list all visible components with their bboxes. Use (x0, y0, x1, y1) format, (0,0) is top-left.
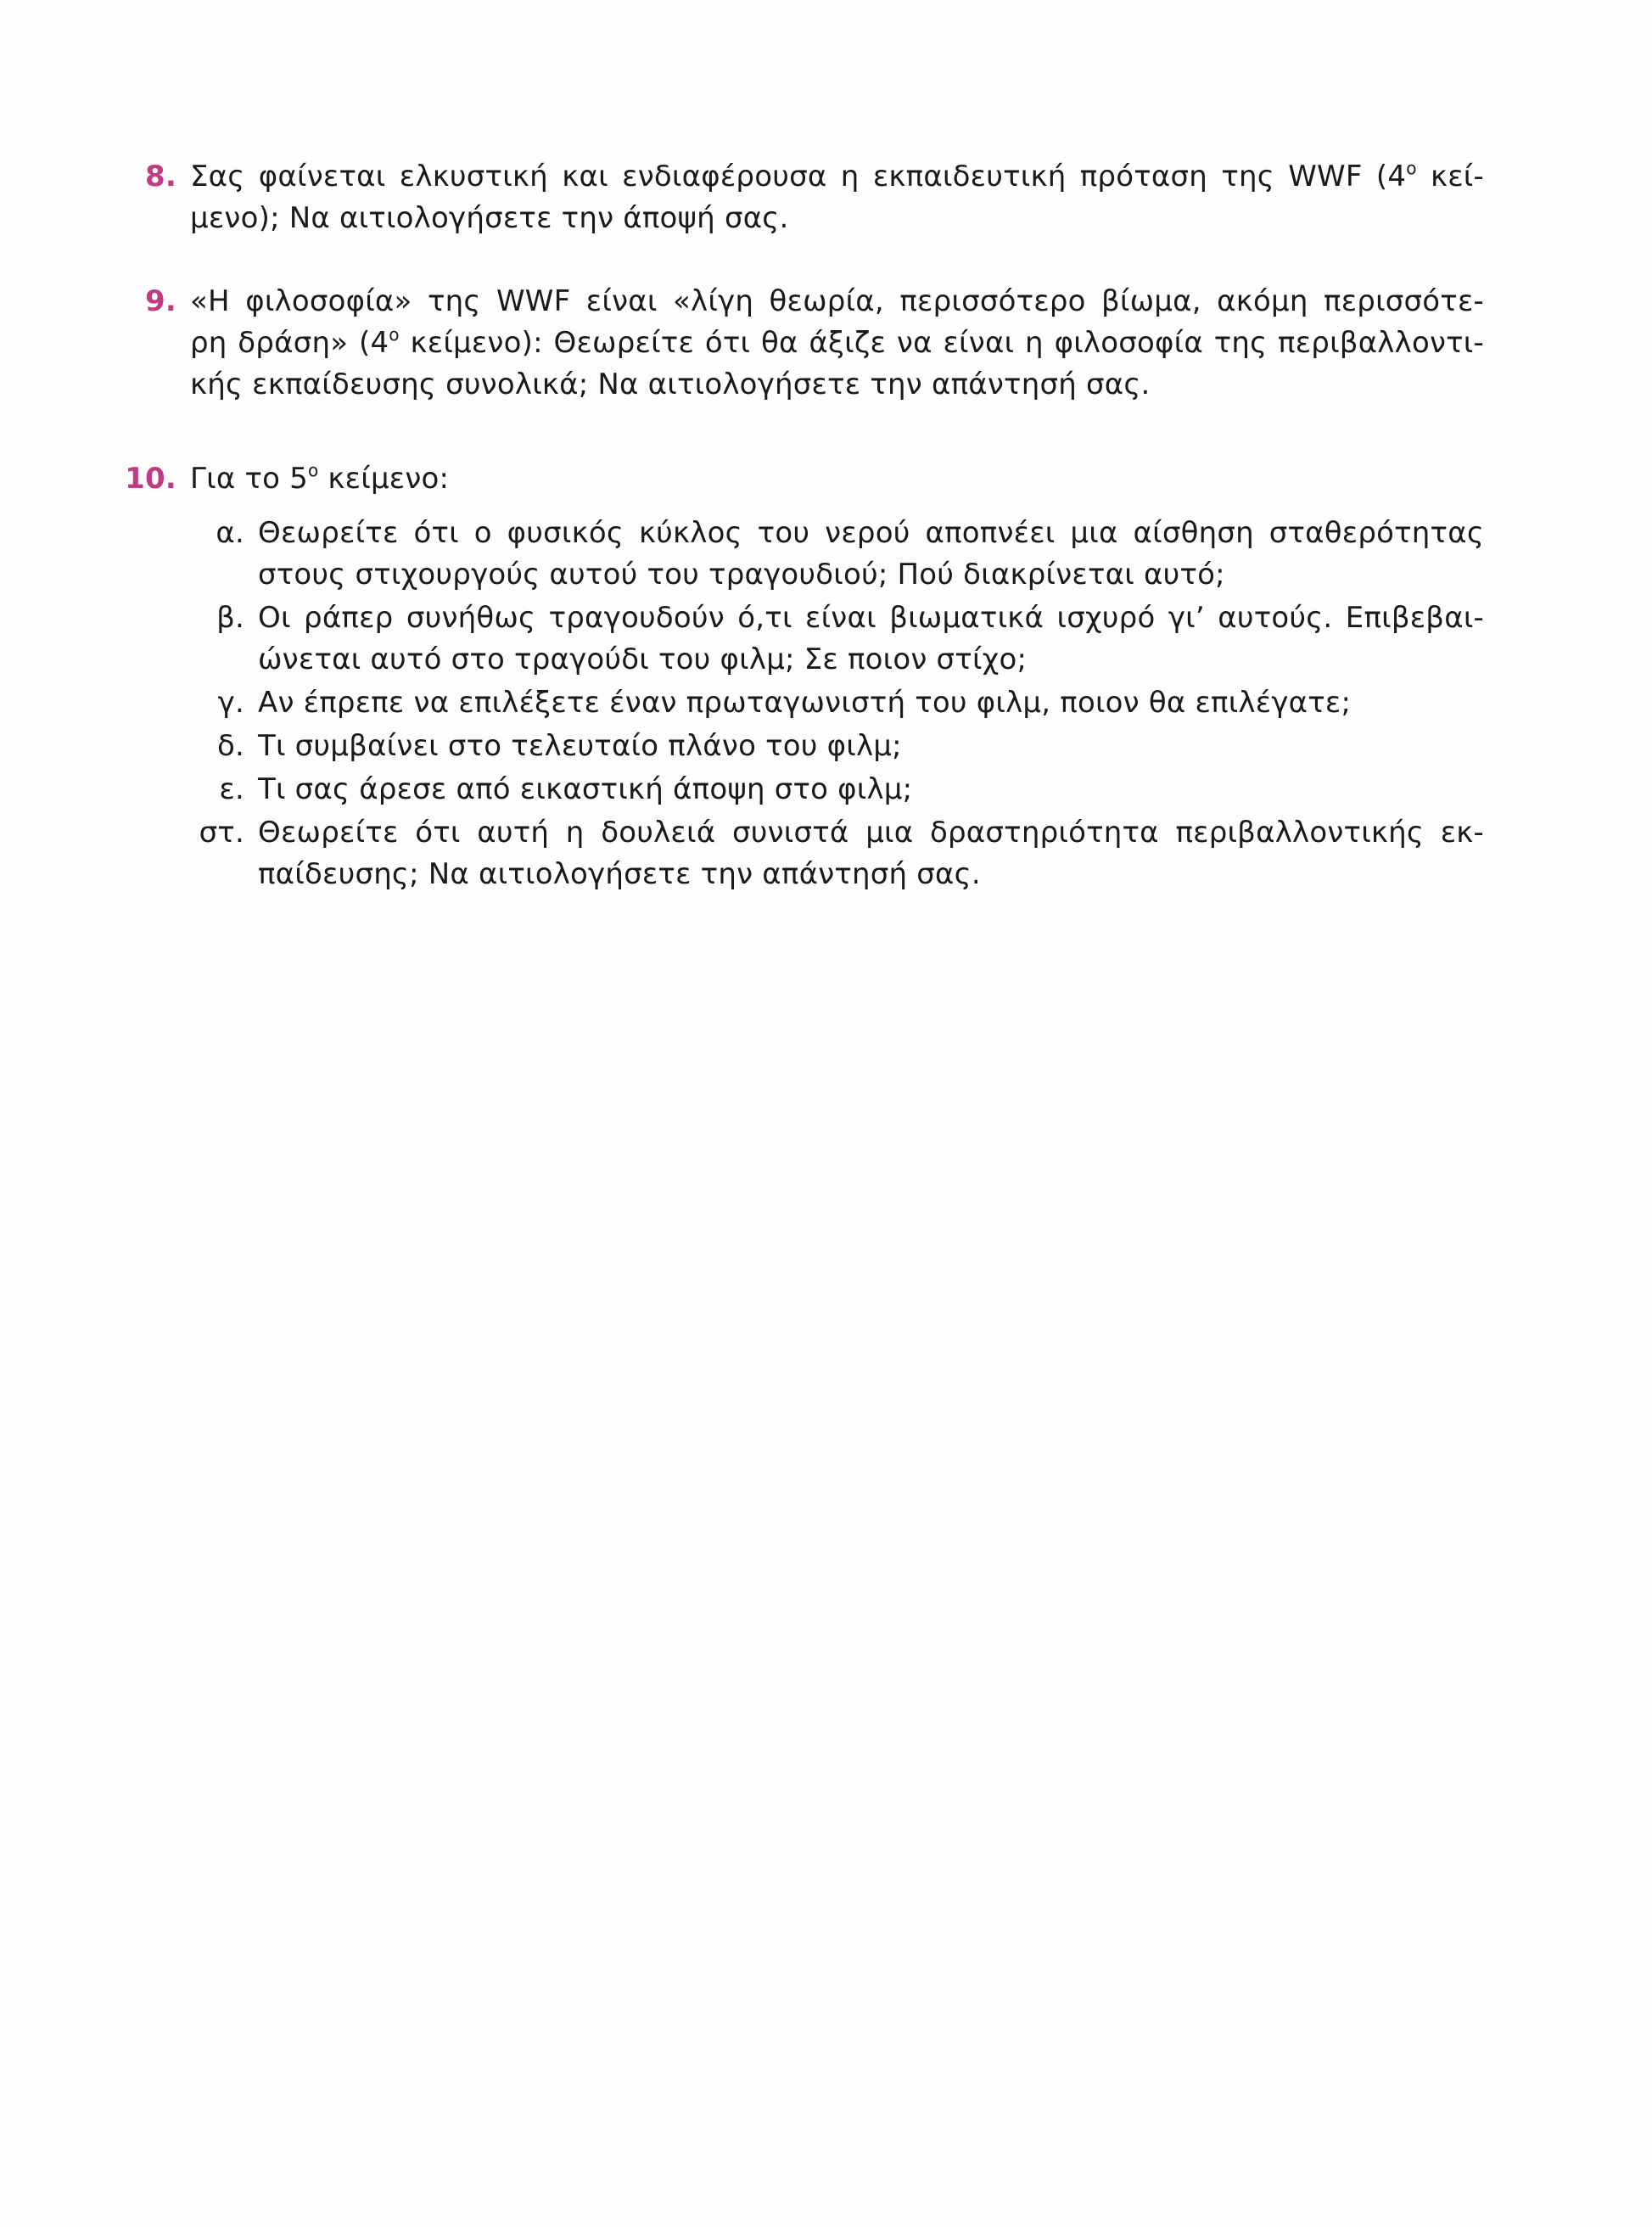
sub-question-label: γ. (217, 686, 244, 720)
sub-question-text: Αν έπρεπε να επιλέξετε έναν πρωταγωνιστή του φιλμ, ποιον θα επιλέγατε; (258, 686, 1352, 720)
sub-question-b (216, 597, 1484, 682)
sub-question-label: α. (216, 516, 244, 550)
question-number: 10. (125, 462, 176, 496)
question-line: Σας φαίνεται ελκυστική και ενδιαφέρουσα η εκπαιδευτική πρόταση της WWF ($4^o$ κεί- (190, 158, 1484, 194)
sub-question-d (216, 726, 1484, 769)
sub-question-e (219, 769, 1484, 812)
sub-question-label: δ. (216, 729, 244, 763)
question-9 (126, 281, 1483, 417)
sub-question-a (216, 513, 1484, 597)
question-text (190, 281, 1484, 406)
question-number: 8. (145, 160, 176, 194)
sub-question-text: Θεωρείτε ότι ο φυσικός κύκλος του νερού αποπνέει μια αίσθηση σταθερότητας στους στιχουργούς αυτού του τραγουδιού; Πού διακρίνεται αυτό; (258, 516, 1484, 592)
question-line: Για το $5^o$ κείμενο: (190, 460, 450, 496)
sub-question-label: στ. (199, 816, 244, 850)
question-intro (190, 458, 1484, 500)
sub-question-text: Τι σας άρεσε από εικαστική άποψη στο φιλμ; (258, 772, 913, 806)
sub-question-label: ε. (219, 772, 244, 806)
question-line: μενο); Να αιτιολογήσετε την άποψή σας. (190, 201, 789, 235)
sub-question-text: Οι ράπερ συνήθως τραγουδούν ό,τι είναι βιωματικά ισχυρό γι’ αυτούς. Επιβεβαι- ώνεται αυτό στο τραγούδι του φιλμ; Σε ποιον στίχο; (258, 601, 1484, 676)
question-8 (126, 156, 1483, 250)
sub-question-f (199, 812, 1484, 897)
question-text (190, 156, 1484, 239)
question-10 (126, 458, 1483, 984)
sub-question-label: β. (216, 601, 244, 635)
sub-question-c (217, 682, 1484, 726)
question-number: 9. (145, 284, 176, 318)
sub-question-text: Θεωρείτε ότι αυτή η δουλειά συνιστά μια δραστηριότητα περιβαλλοντικής εκ- παίδευσης; Να αιτιολογήσετε την απάντησή σας. (258, 816, 1484, 891)
question-line: «Η φιλοσοφία» της WWF είναι «λίγη θεωρία, περισσότερο βίωμα, ακόμη περισσότε- (190, 284, 1484, 318)
sub-question-text: Τι συμβαίνει στο τελευταίο πλάνο του φιλμ; (258, 729, 902, 763)
question-line: κής εκπαίδευσης συνολικά; Να αιτιολογήσετε την απάντησή σας. (190, 367, 1151, 401)
question-line: ρη δράση» ($4^o$ κείμενο): Θεωρείτε ότι θα άξιζε να είναι η φιλοσοφία της περιβαλλοντι- (190, 324, 1484, 360)
